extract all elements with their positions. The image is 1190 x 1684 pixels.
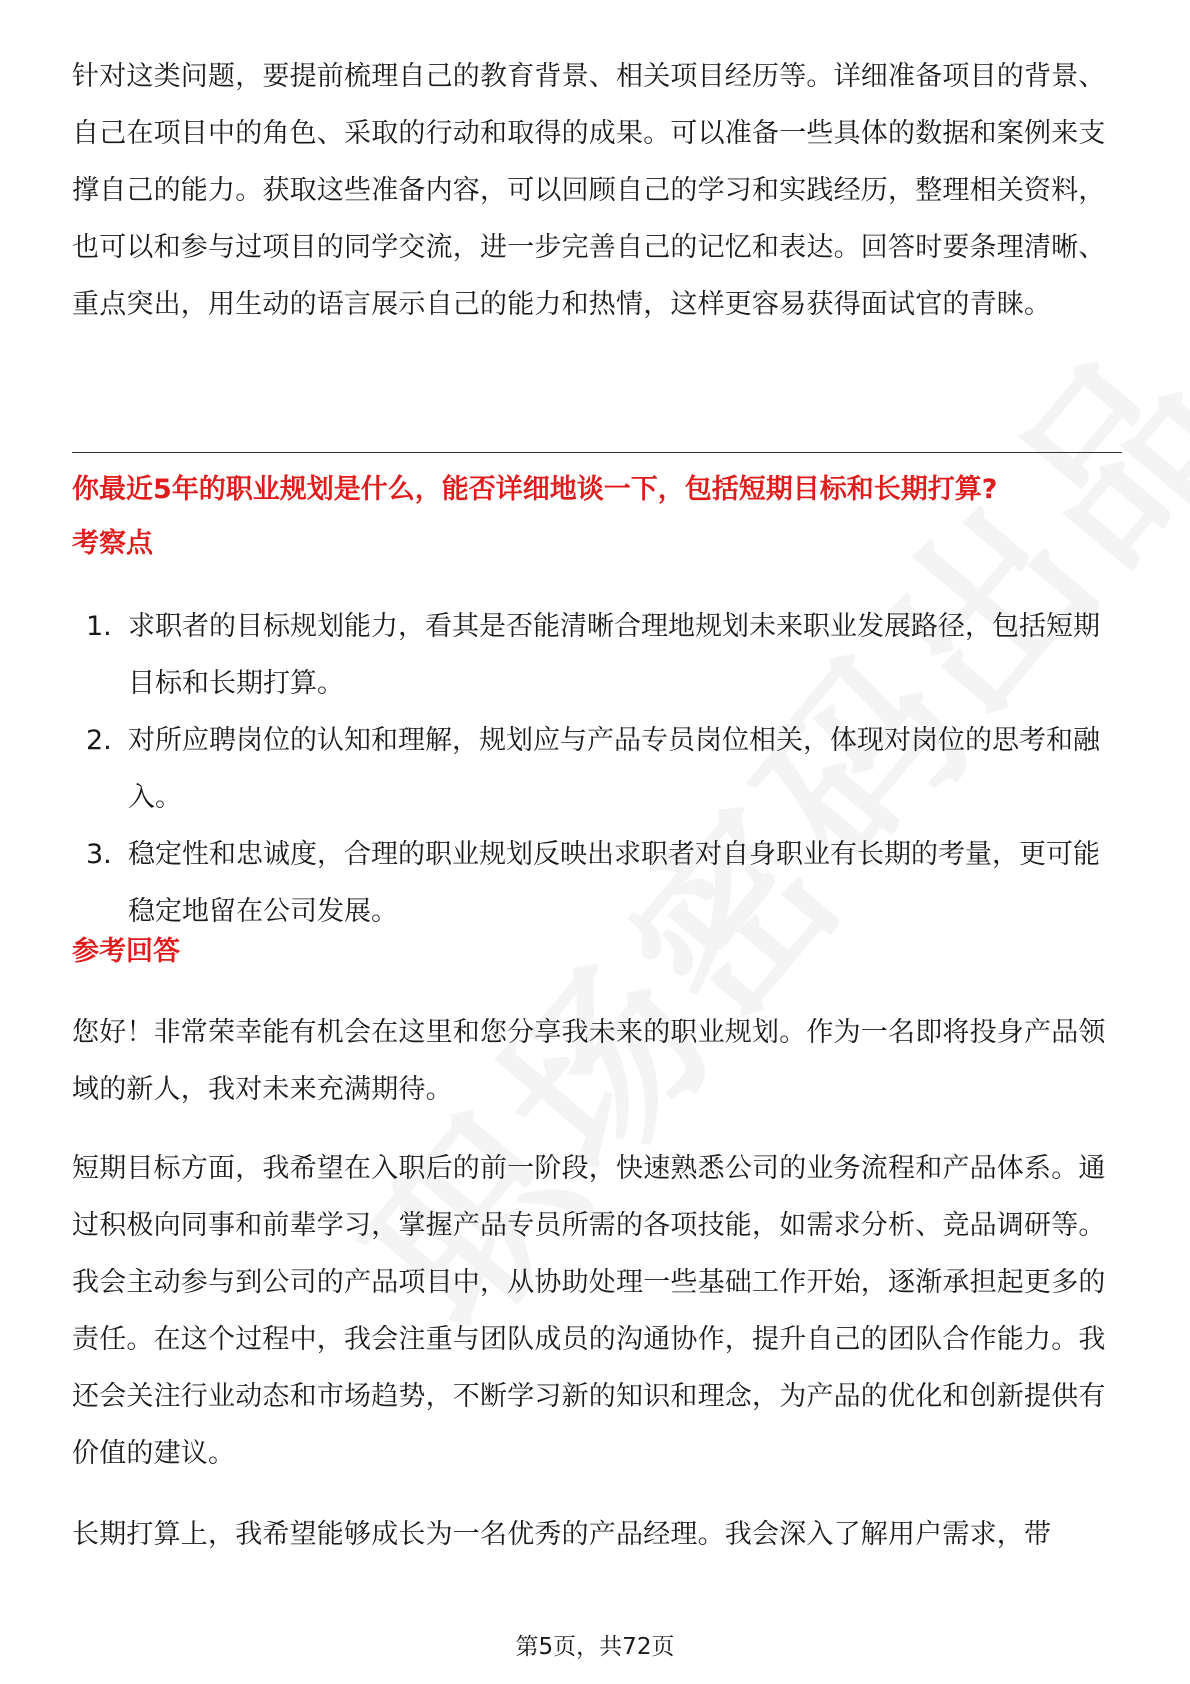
- list-item: [72, 598, 1122, 712]
- reference-heading: 参考回答: [72, 936, 180, 967]
- list-number: 1.: [86, 611, 112, 642]
- question-heading: 你最近5年的职业规划是什么，能否详细地谈一下，包括短期目标和长期打算?: [72, 474, 998, 505]
- assessment-heading: 考察点: [72, 528, 153, 559]
- list-number: 3.: [86, 839, 112, 870]
- list-item: [72, 826, 1122, 940]
- section-divider: [72, 452, 1122, 453]
- answer-paragraph: 短期目标方面，我希望在入职后的前一阶段，快速熟悉公司的业务流程和产品体系。通过积极向同事和前辈学习，掌握产品专员所需的各项技能，如需求分析、竞品调研等。我会主动参与到公司的产品项目中，从协助处理一些基础工作开始，逐渐承担起更多的责任。在这个过程中，我会注重与团队成员的沟通协作，提升自己的团队合作能力。我还会关注行业动态和市场趋势，不断学习新的知识和理念，为产品的优化和创新提供有价值的建议。: [72, 1153, 1106, 1469]
- list-item-text: 稳定性和忠诚度，合理的职业规划反映出求职者对自身职业有长期的考量，更可能稳定地留在公司发展。: [128, 839, 1100, 927]
- answer-paragraph: 长期打算上，我希望能够成长为一名优秀的产品经理。我会深入了解用户需求，带: [72, 1519, 1052, 1550]
- list-number: 2.: [86, 725, 112, 756]
- list-item-text: 对所应聘岗位的认知和理解，规划应与产品专员岗位相关，体现对岗位的思考和融入。: [128, 725, 1100, 813]
- assessment-list: [72, 598, 1122, 940]
- list-item: [72, 712, 1122, 826]
- page-number-footer: 第5页，共72页: [515, 1634, 675, 1660]
- list-item-text: 求职者的目标规划能力，看其是否能清晰合理地规划未来职业发展路径，包括短期目标和长期打算。: [128, 611, 1100, 699]
- answer-paragraph: 您好！非常荣幸能有机会在这里和您分享我未来的职业规划。作为一名即将投身产品领域的新人，我对未来充满期待。: [72, 1017, 1106, 1105]
- intro-paragraph: 针对这类问题，要提前梳理自己的教育背景、相关项目经历等。详细准备项目的背景、自己在项目中的角色、采取的行动和取得的成果。可以准备一些具体的数据和案例来支撑自己的能力。获取这些准备内容，可以回顾自己的学习和实践经历，整理相关资料，也可以和参与过项目的同学交流，进一步完善自己的记忆和表达。回答时要条理清晰、重点突出，用生动的语言展示自己的能力和热情，这样更容易获得面试官的青睐。: [72, 61, 1106, 320]
